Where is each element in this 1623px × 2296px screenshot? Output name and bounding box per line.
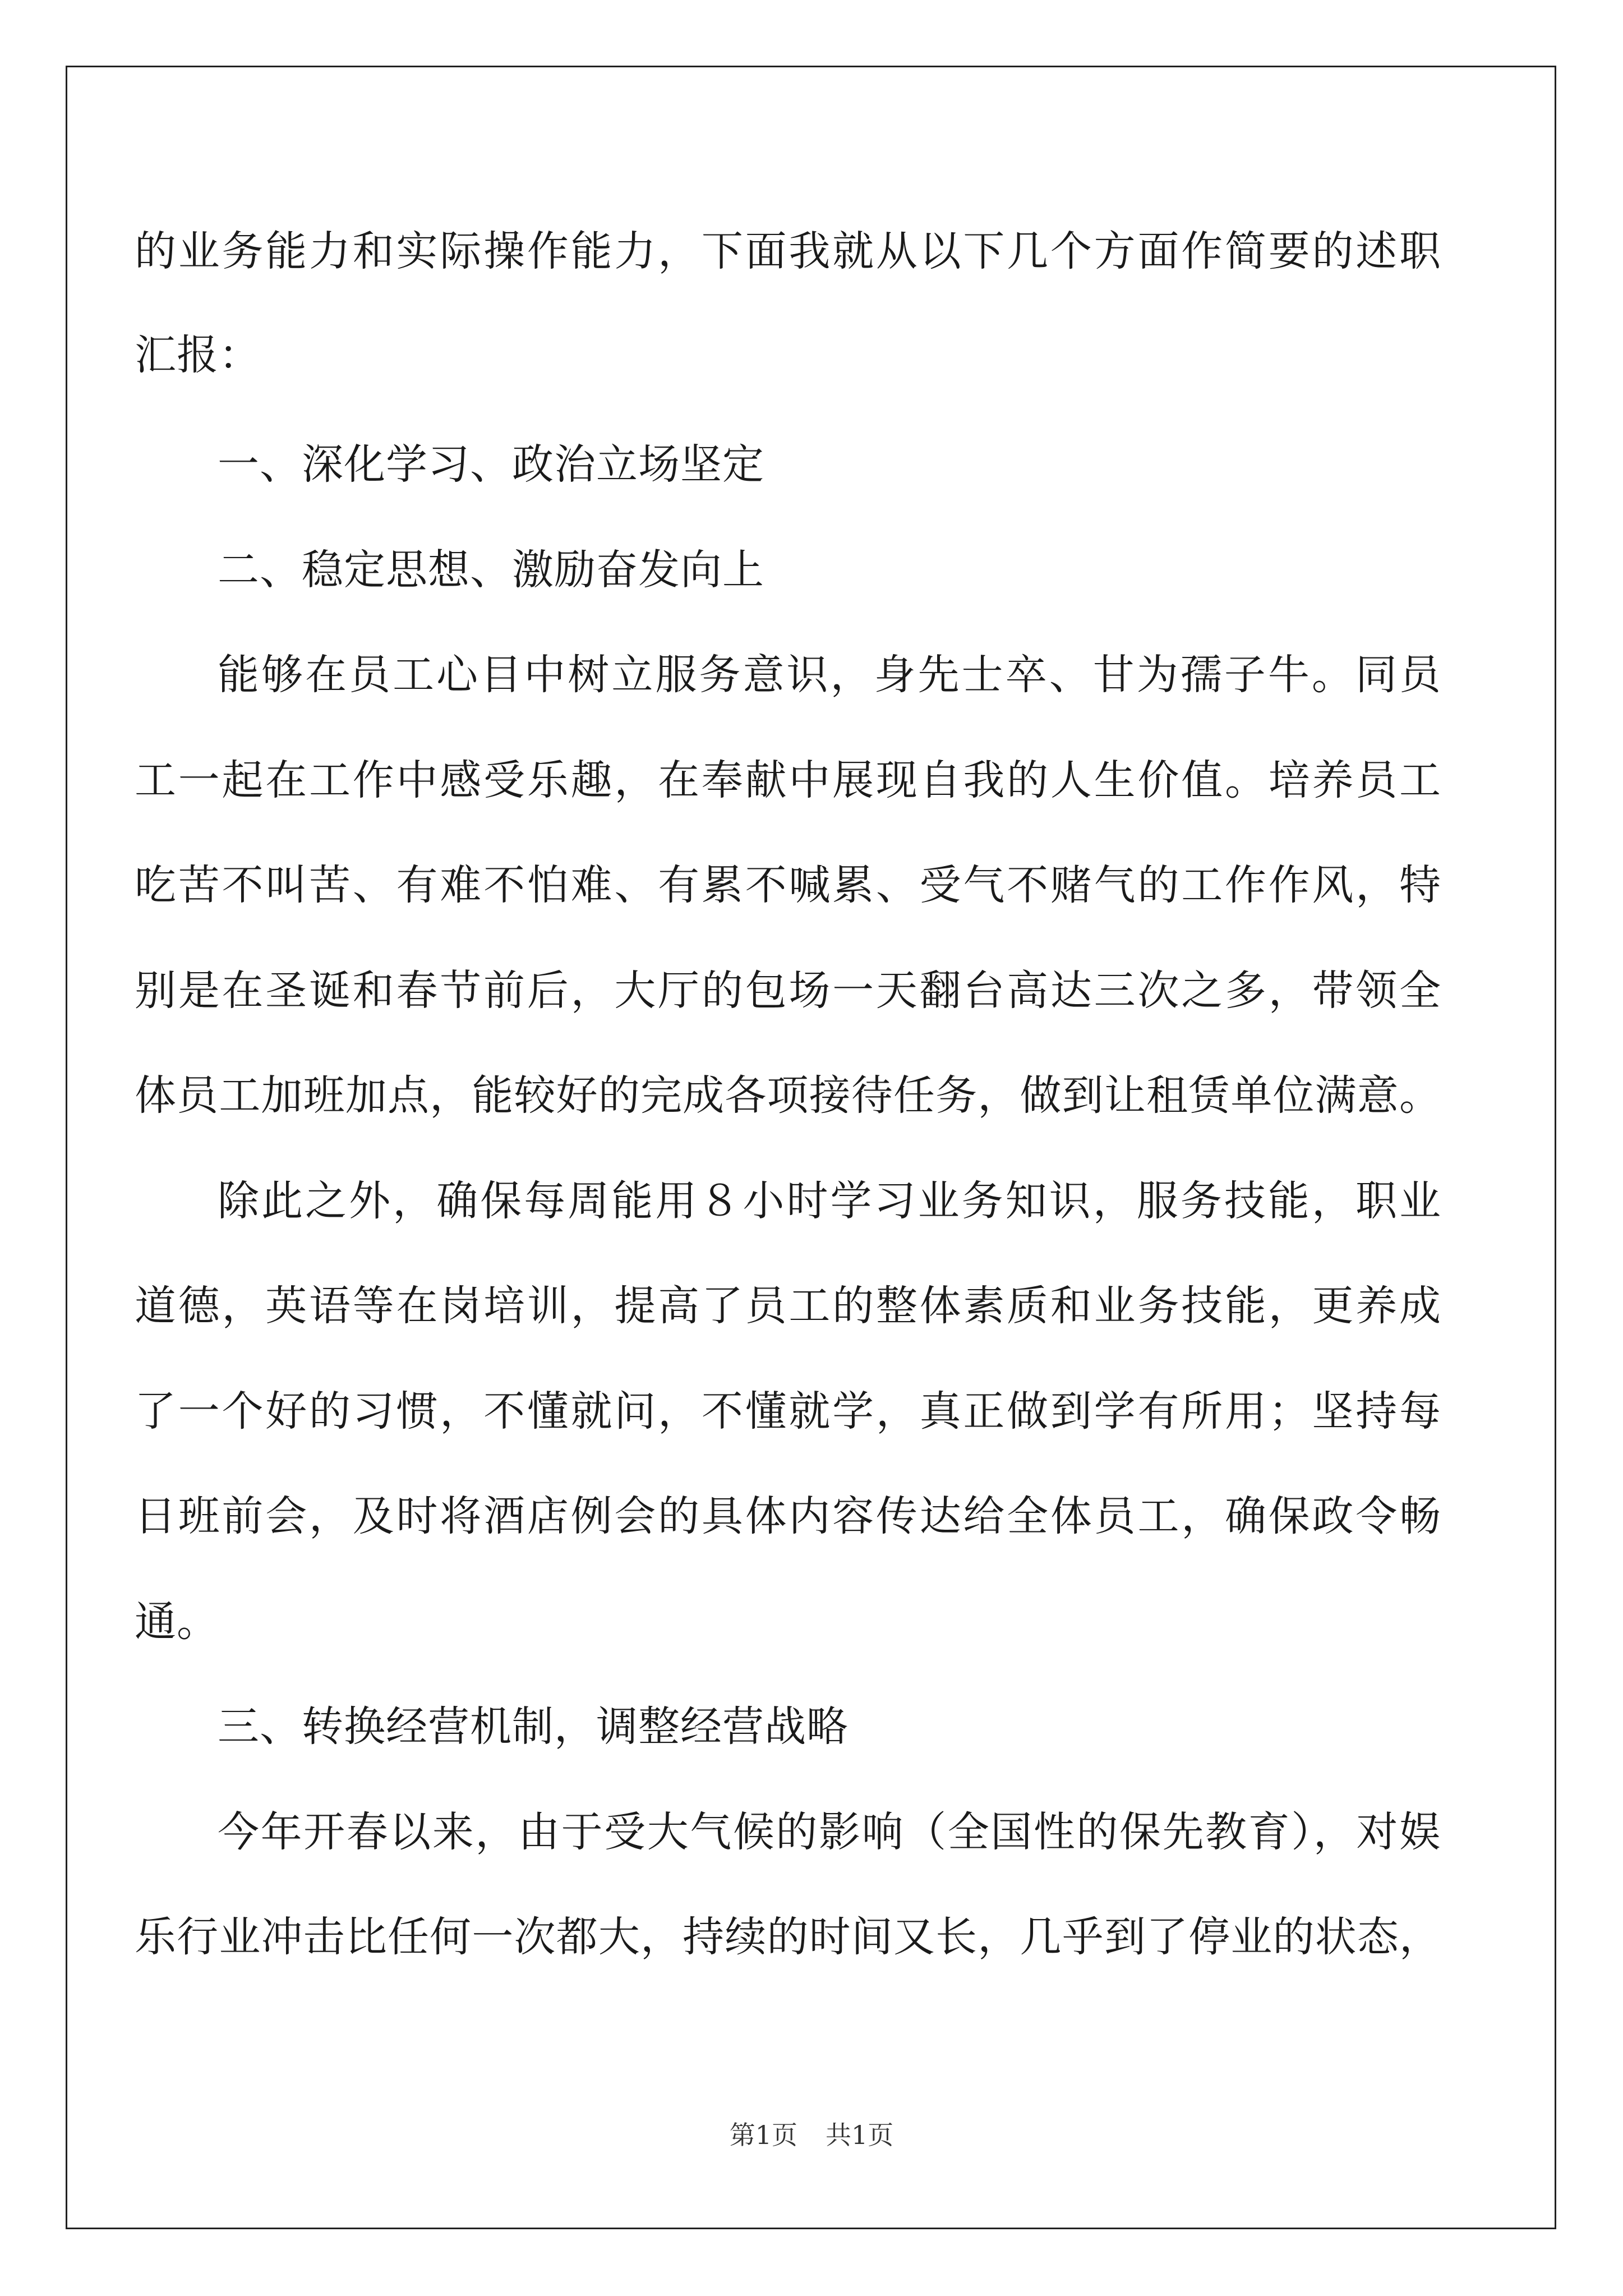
page-footer [0, 2115, 1623, 2152]
text-line: 通。 [135, 1598, 219, 1646]
text-line: 了一个好的习惯，不懂就问，不懂就学，真正做到学有所用；坚持每 [135, 1387, 1441, 1435]
text-line: 吃苦不叫苦、有难不怕难、有累不喊累、受气不赌气的工作作风，特 [135, 861, 1441, 909]
text-line: 别是在圣诞和春节前后，大厅的包场一天翻台高达三次之多，带领全 [135, 967, 1441, 1015]
text-line: 今年开春以来，由于受大气候的影响（全国性的保先教育），对娱 [218, 1808, 1441, 1856]
page-border [66, 66, 1556, 2229]
text-line: 道德，英语等在岗培训，提高了员工的整体素质和业务技能，更养成 [135, 1282, 1441, 1330]
text-line: 体员工加班加点，能较好的完成各项接待任务，做到让租赁单位满意。 [135, 1071, 1441, 1120]
section-heading: 二、稳定思想、激励奋发向上 [218, 546, 764, 594]
text-line: 汇报： [135, 331, 261, 379]
page-number: 第1页 [729, 2120, 797, 2150]
text-line: 日班前会，及时将酒店例会的具体内容传达给全体员工，确保政令畅 [135, 1492, 1441, 1540]
text-line: 除此之外，确保每周能用８小时学习业务知识，服务技能，职业 [218, 1177, 1441, 1225]
section-heading: 一、深化学习、政治立场坚定 [218, 440, 764, 489]
text-line: 工一起在工作中感受乐趣，在奉献中展现自我的人生价值。培养员工 [135, 756, 1441, 804]
text-line: 的业务能力和实际操作能力，下面我就从以下几个方面作简要的述职 [135, 227, 1441, 275]
section-heading: 三、转换经营机制，调整经营战略 [218, 1703, 849, 1751]
text-line: 能够在员工心目中树立服务意识，身先士卒、甘为孺子牛。同员 [218, 651, 1441, 699]
page-total: 共1页 [826, 2120, 894, 2150]
text-line: 乐行业冲击比任何一次都大，持续的时间又长，几乎到了停业的状态， [135, 1913, 1441, 1961]
